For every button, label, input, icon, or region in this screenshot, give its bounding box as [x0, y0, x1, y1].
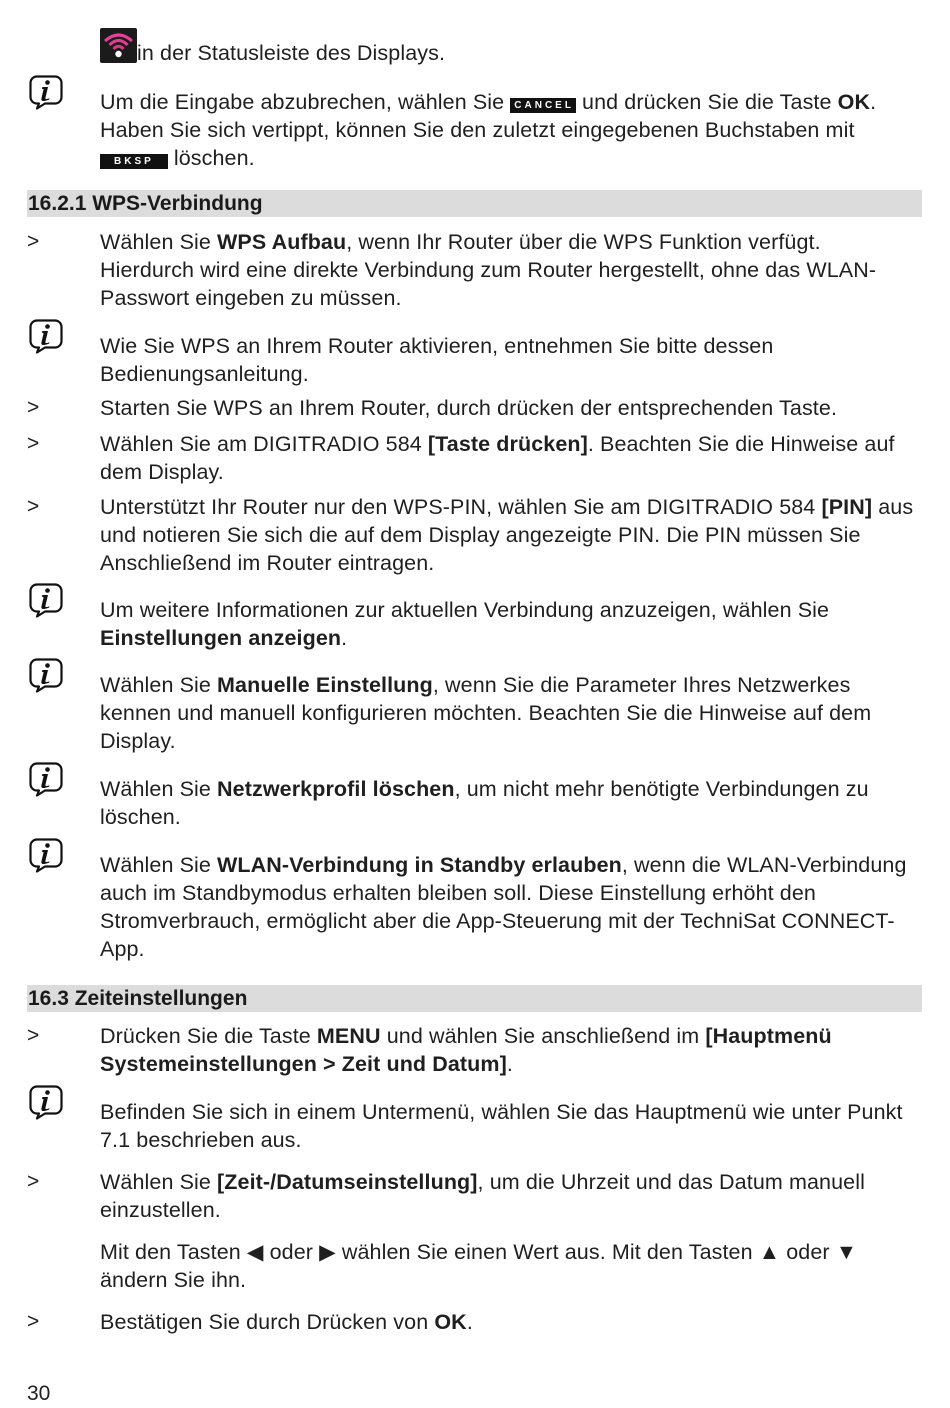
wps-step-3: Wählen Sie am DIGITRADIO 584 [Taste drücken]. Beachten Sie die Hinweise auf dem Display. — [100, 432, 895, 484]
info-icon — [28, 74, 64, 110]
wps-step-4: Unterstützt Ihr Router nur den WPS-PIN, wählen Sie am DIGITRADIO 584 [PIN] aus und notieren Sie sich die auf dem Display angezeigte PIN. Die PIN müssen Sie Anschließend im Router eintragen. — [100, 495, 914, 575]
wps-info-1: Wie Sie WPS an Ihrem Router aktivieren, entnehmen Sie bitte dessen Bedienungsanleitung. — [100, 334, 774, 386]
wps-step-1: Wählen Sie WPS Aufbau, wenn Ihr Router über die WPS Funktion verfügt. Hierdurch wird eine direkte Verbindung zum Router hergestellt, ohne das WLAN-Passwort eingeben zu müssen. — [100, 230, 877, 310]
section-heading-time: 16.3 Zeiteinstellungen — [27, 985, 922, 1012]
cancel-note: Um die Eingabe abzubrechen, wählen Sie CANCEL und drücken Sie die Taste OK. Haben Sie sich vertippt, können Sie den zuletzt eingegebenen Buchstaben mit BKSP löschen. — [100, 90, 877, 170]
info-icon — [28, 761, 64, 797]
bullet: > — [27, 432, 40, 455]
time-keys-paragraph: Mit den Tasten ◀ oder ▶ wählen Sie einen Wert aus. Mit den Tasten ▲ oder ▼ ändern Sie ihn. — [100, 1240, 858, 1292]
cancel-badge: CANCEL — [510, 98, 576, 113]
wps-info-4: Wählen Sie Netzwerkprofil löschen, um nicht mehr benötigte Verbindungen zu löschen. — [100, 777, 869, 829]
bullet: > — [27, 495, 40, 518]
time-step-3: Bestätigen Sie durch Drücken von OK. — [100, 1310, 473, 1334]
status-line-text: in der Statusleiste des Displays. — [137, 41, 446, 65]
bullet: > — [27, 1024, 40, 1047]
wps-info-3: Wählen Sie Manuelle Einstellung, wenn Sie die Parameter Ihres Netzwerkes kennen und manuell konfigurieren möchten. Beachten Sie die Hinweise auf dem Display. — [100, 673, 872, 753]
wps-step-2: Starten Sie WPS an Ihrem Router, durch drücken der entsprechenden Taste. — [100, 396, 838, 420]
info-icon — [28, 837, 64, 873]
wifi-status-icon — [100, 28, 137, 63]
bksp-badge: BKSP — [100, 154, 168, 169]
info-icon — [28, 1084, 64, 1120]
info-icon — [28, 657, 64, 693]
section-heading-wps: 16.2.1 WPS-Verbindung — [27, 190, 922, 217]
bullet: > — [27, 230, 40, 253]
bullet: > — [27, 1310, 40, 1333]
time-step-2: Wählen Sie [Zeit-/Datumseinstellung], um die Uhrzeit und das Datum manuell einzustellen. — [100, 1170, 865, 1222]
bullet: > — [27, 396, 40, 419]
time-info-1: Befinden Sie sich in einem Untermenü, wählen Sie das Hauptmenü wie unter Punkt 7.1 beschrieben aus. — [100, 1100, 903, 1152]
page-number: 30 — [27, 1382, 51, 1405]
wps-info-5: Wählen Sie WLAN-Verbindung in Standby erlauben, wenn die WLAN-Verbindung auch im Standbymodus erhalten bleiben soll. Diese Einstellung erhöht den Stromverbrauch, ermöglicht aber die App-Steuerung mit der TechniSat CONNECT-App. — [100, 853, 907, 961]
bullet: > — [27, 1170, 40, 1193]
wps-info-2: Um weitere Informationen zur aktuellen Verbindung anzuzeigen, wählen Sie Einstellungen anzeigen. — [100, 598, 830, 650]
info-icon — [28, 582, 64, 618]
info-icon — [28, 318, 64, 354]
time-step-1: Drücken Sie die Taste MENU und wählen Sie anschließend im [Hauptmenü Systemeinstellungen > Zeit und Datum]. — [100, 1024, 832, 1076]
